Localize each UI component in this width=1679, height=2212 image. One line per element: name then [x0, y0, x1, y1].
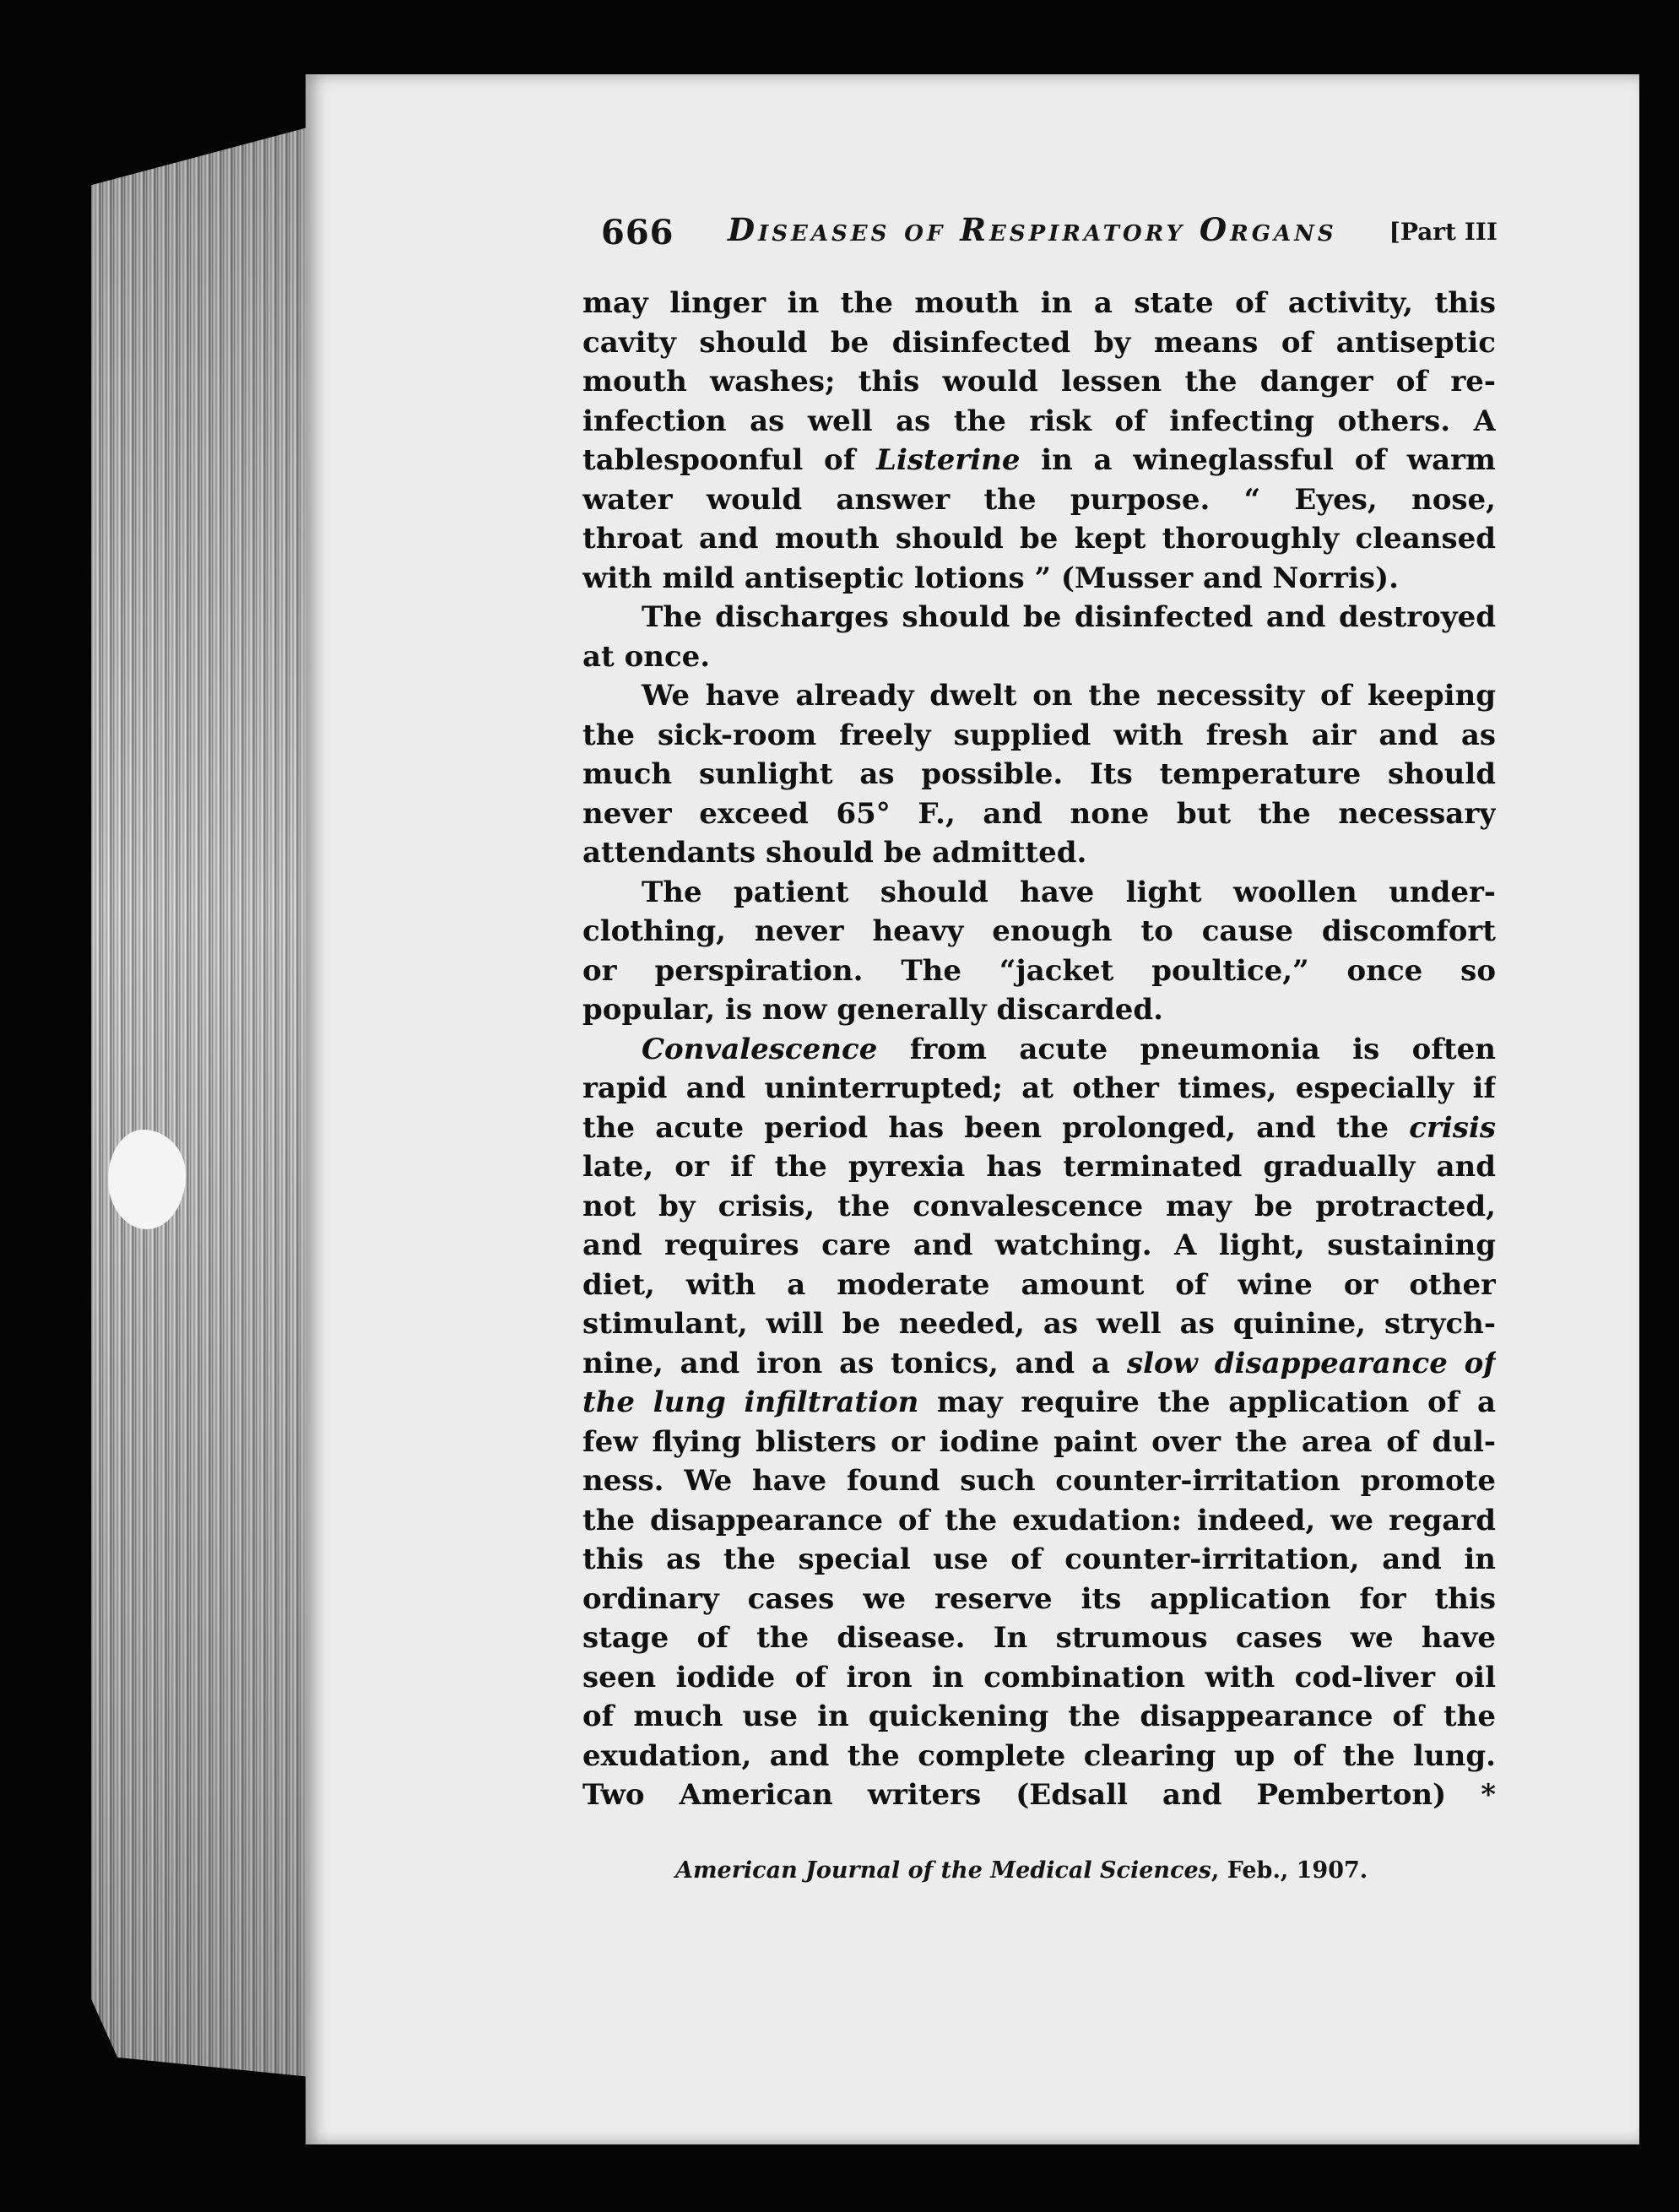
text-line: ordinary cases we reserve its application for this [582, 1581, 1496, 1616]
text-line: cavity should be disinfected by means of antiseptic [582, 325, 1496, 360]
footnote-date: , Feb., 1907. [1211, 1857, 1368, 1884]
text-line: this as the special use of counter-irritation, and in [582, 1542, 1496, 1576]
text-line: at once. [582, 639, 711, 674]
text-line: much sunlight as possible. Its temperature should [582, 757, 1496, 791]
text-line: stage of the disease. In strumous cases we have [582, 1621, 1496, 1655]
text-line: or perspiration. The “jacket poultice,” once so [582, 953, 1496, 988]
text-line: The patient should have light woollen under- [642, 875, 1496, 909]
text-line: the acute period has been prolonged, and the crisis [582, 1110, 1496, 1145]
body-text [582, 284, 1496, 1815]
text-line: the lung infiltration may require the application of a [582, 1385, 1496, 1419]
running-head [601, 209, 1498, 258]
text-line: ness. We have found such counter-irritation promote [582, 1464, 1496, 1498]
book-page-edges [91, 127, 311, 2077]
text-line: clothing, never heavy enough to cause discomfort [582, 914, 1496, 948]
text-line: and requires care and watching. A light, sustaining [582, 1228, 1496, 1262]
text-line: stimulant, will be needed, as well as quinine, strych- [582, 1307, 1496, 1341]
text-line: the disappearance of the exudation: indeed, we regard [582, 1503, 1496, 1537]
text-line: Two American writers (Edsall and Pemberton) * [582, 1778, 1496, 1812]
running-title: Diseases of Respiratory Organs [728, 211, 1337, 248]
text-line: water would answer the purpose. “ Eyes, nose, [582, 482, 1496, 517]
text-line: Convalescence from acute pneumonia is often [642, 1032, 1496, 1066]
text-line: attendants should be admitted. [582, 836, 1087, 870]
text-line: tablespoonful of Listerine in a wineglassful of warm [582, 443, 1496, 477]
text-line: We have already dwelt on the necessity of keeping [642, 679, 1496, 713]
footnote [675, 1857, 1393, 1884]
text-line: late, or if the pyrexia has terminated gradually and [582, 1150, 1496, 1184]
text-line: infection as well as the risk of infecting others. A [582, 404, 1496, 438]
text-line: of much use in quickening the disappearance of the [582, 1700, 1496, 1733]
text-line: mouth washes; this would lessen the danger of re- [582, 365, 1496, 398]
text-line: throat and mouth should be kept thoroughly cleansed [582, 522, 1496, 556]
text-line: diet, with a moderate amount of wine or other [582, 1267, 1496, 1302]
text-line: seen iodide of iron in combination with cod-liver oil [582, 1660, 1496, 1694]
text-line: with mild antiseptic lotions ” (Musser and Norris). [582, 561, 1399, 595]
text-line: popular, is now generally discarded. [582, 993, 1164, 1027]
page-number: 666 [601, 213, 674, 252]
text-line: few flying blisters or iodine paint over the area of dul- [582, 1424, 1496, 1459]
text-line: The discharges should be disinfected and destroyed [642, 600, 1496, 634]
running-part: [Part III [1389, 218, 1498, 246]
footnote-journal: American Journal of the Medical Sciences [675, 1857, 1211, 1884]
text-line: exudation, and the complete clearing up of the lung. [582, 1738, 1496, 1773]
text-line: rapid and uninterrupted; at other times, especially if [582, 1071, 1496, 1105]
text-line: the sick-room freely supplied with fresh air and as [582, 718, 1496, 752]
text-line: may linger in the mouth in a state of activity, this [582, 286, 1496, 320]
text-line: not by crisis, the convalescence may be protracted, [582, 1189, 1496, 1223]
text-line: nine, and iron as tonics, and a slow disappearance of [582, 1346, 1496, 1380]
text-line: never exceed 65° F., and none but the necessary [582, 796, 1496, 831]
